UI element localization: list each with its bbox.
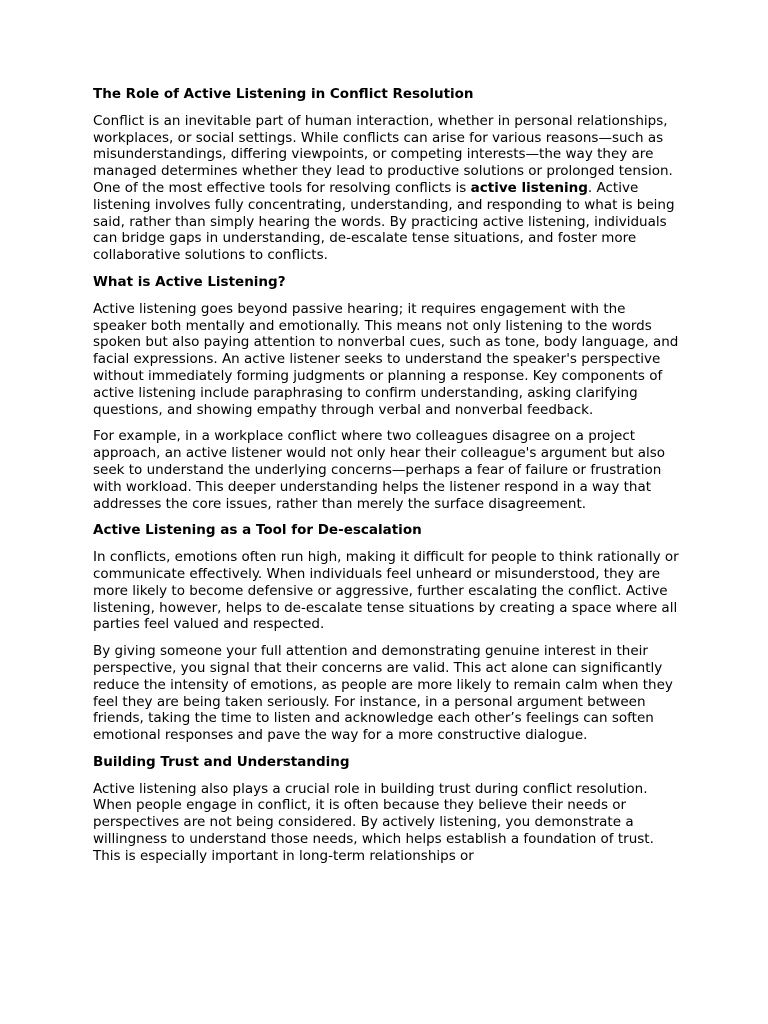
body-paragraph: For example, in a workplace conflict where two colleagues disagree on a project approach, an active listener would not only hear their colleague's argument but also seek to understand the underlying concerns—perhaps a fear of failure or frustration with workload. This deeper understanding helps the listener respond in a way that addresses the core issues, rather than merely the surface disagreement. [93,428,666,512]
body-paragraph: By giving someone your full attention and demonstrating genuine interest in their perspective, you signal that their concerns are valid. This act alone can significantly reduce the intensity of emotions, as people are more likely to remain calm when they feel they are being taken seriously. For instance, in a personal argument between friends, taking the time to listen and acknowledge each other’s feelings can soften emotional responses and pave the way for a more constructive dialogue. [93,643,673,744]
section-heading-de-escalation: Active Listening as a Tool for De-escalation [93,522,422,539]
body-paragraph: Active listening goes beyond passive hearing; it requires engagement with the speaker both mentally and emotionally. This means not only listening to the words spoken but also paying attention to nonverbal cues, such as tone, body language, and facial expressions. An active listener seeks to understand the speaker's perspective without immediately forming judgments or planning a response. Key components of active listening include paraphrasing to confirm understanding, asking clarifying questions, and showing empathy through verbal and nonverbal feedback. [93,300,679,418]
body-paragraph: In conflicts, emotions often run high, making it difficult for people to think rationally or communicate effectively. When individuals feel unheard or misunderstood, they are more likely to become defensive or aggressive, further escalating the conflict. Active listening, however, helps to de-escalate tense situations by creating a space where all parties feel valued and respected. [93,549,679,633]
intro-paragraph [93,113,683,264]
document-body [93,86,683,875]
intro-text-end: . Active listening involves fully concentrating, understanding, and responding to what is being said, rather than simply hearing the words. By practicing active listening, individuals can bridge gaps in understanding, de-escalate tense situations, and foster more collaborative solutions to conflicts. [93,179,675,264]
intro-bold-term: active listening [470,179,588,196]
section-heading-building-trust: Building Trust and Understanding [93,753,350,770]
section-heading-what-is-active-listening: What is Active Listening? [93,273,286,290]
intro-text-start: Conflict is an inevitable part of human interaction, whether in personal relationships, workplaces, or social settings. While conflicts can arise for various reasons—such as misunderstandings, differing viewpoints, or competing interests—the way they are managed determines whether they lead to productive solutions or prolonged tension. One of the most effective tools for resolving conflicts is [93,112,673,196]
document-title: The Role of Active Listening in Conflict Resolution [93,86,474,102]
body-paragraph: Active listening also plays a crucial role in building trust during conflict resolution. When people engage in conflict, it is often because they believe their needs or perspectives are not being considered. By actively listening, you demonstrate a willingness to understand those needs, which helps establish a foundation of trust. This is especially important in long-term relationships or [93,780,654,864]
